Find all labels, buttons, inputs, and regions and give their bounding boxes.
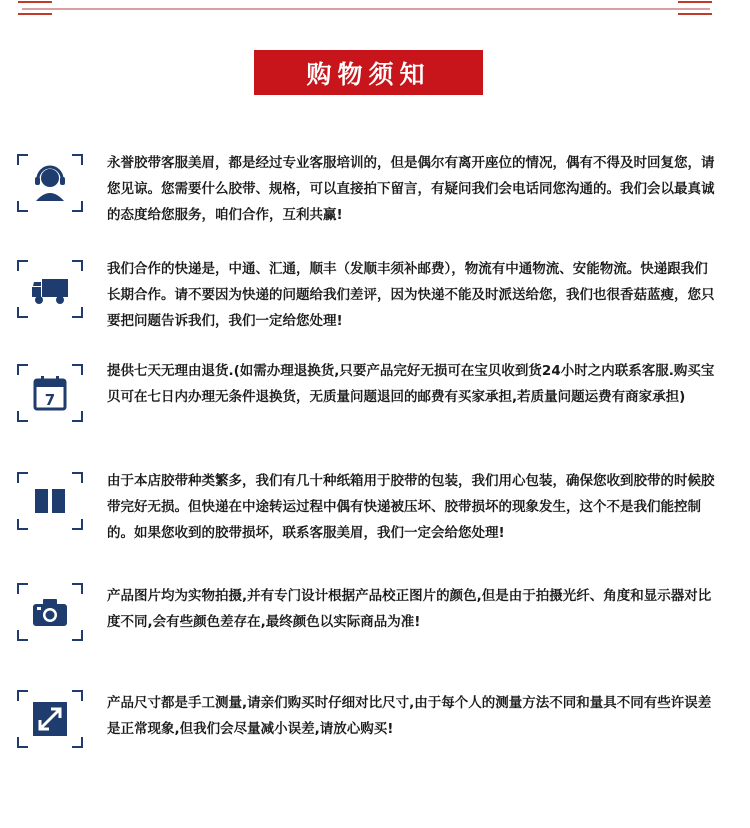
notice-text: 产品图片均为实物拍摄,并有专门设计根据产品校正图片的颜色,但是由于拍摄光纤、角度和显示器对比度不同,会有些颜色差存在,最终颜色以实际商品为准! (107, 588, 712, 630)
top-ornament-right (678, 1, 712, 15)
calendar-7-icon (30, 373, 70, 413)
resize-arrow-icon (30, 699, 70, 739)
top-ornament-left (18, 1, 52, 15)
notice-text: 我们合作的快递是，中通、汇通，顺丰（发顺丰须补邮费），物流有中通物流、安能物流。快递跟我们长期合作。请不要因为快递的问题给我们差评，因为快递不能及时派送给您，我们也很香菇蓝瘦，您只要把问题告诉我们，我们一定给您处理! (107, 261, 715, 329)
notice-text: 产品尺寸都是手工测量,请亲们购买时仔细对比尺寸,由于每个人的测量方法不同和量具不同有些许误差是正常现象,但我们会尽量减小误差,请放心购买! (107, 695, 712, 737)
delivery-truck-icon (30, 269, 70, 309)
icon-frame (17, 260, 83, 318)
calendar-number: 7 (44, 391, 56, 409)
notice-text: 永誉胶带客服美眉，都是经过专业客服培训的，但是偶尔有离开座位的情况，偶有不得及时回复您，请您见谅。您需要什么胶带、规格，可以直接拍下留言，有疑问我们会电话同您沟通的。我们会以最真诚的态度给您服务，咱们合作，互利共赢! (107, 155, 715, 223)
package-icon (30, 481, 70, 521)
icon-frame (17, 472, 83, 530)
icon-frame (17, 364, 83, 422)
top-divider (22, 8, 710, 10)
icon-frame (17, 154, 83, 212)
camera-icon (30, 592, 70, 632)
icon-frame (17, 690, 83, 748)
icon-frame (17, 583, 83, 641)
notice-text: 提供七天无理由退货.(如需办理退换货,只要产品完好无损可在宝贝收到货24小时之内联系客服.购买宝贝可在七日内办理无条件退换货，无质量问题退回的邮费有买家承担,若质量问题运费有商家承担) (107, 363, 715, 405)
notice-text: 由于本店胶带种类繁多，我们有几十种纸箱用于胶带的包装，我们用心包装，确保您收到胶带的时候胶带完好无损。但快递在中途转运过程中偶有快递被压坏、胶带损坏的现象发生，这个不是我们能控制的。如果您收到的胶带损坏，联系客服美眉，我们一定会给您处理! (107, 473, 715, 541)
page-title: 购物须知 (254, 50, 483, 95)
customer-service-icon (30, 163, 70, 203)
